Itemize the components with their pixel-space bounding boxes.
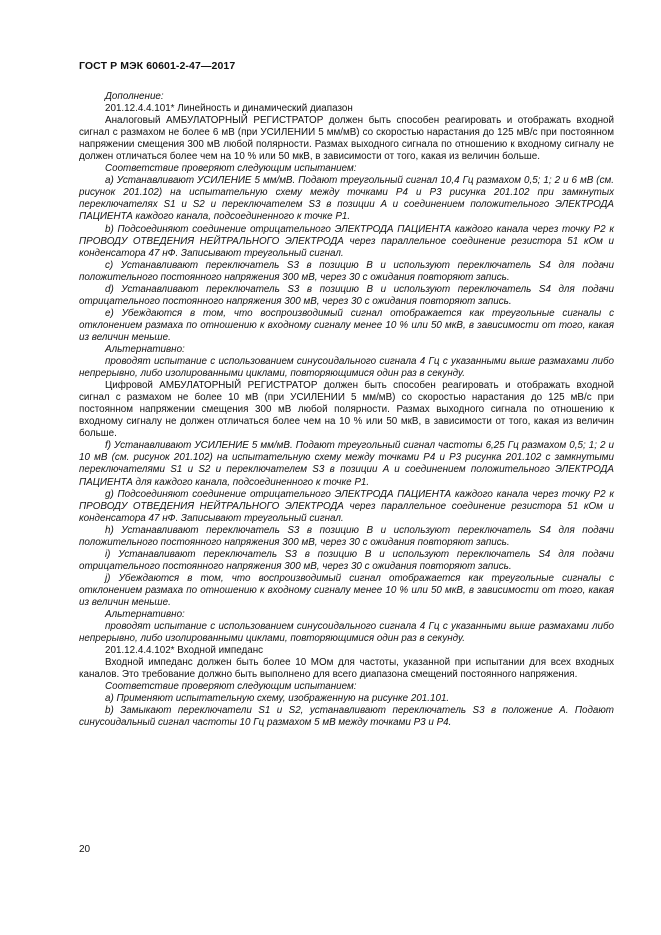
page-number: 20: [79, 844, 91, 855]
list-item: d) Устанавливают переключатель S3 в позицию B и используют переключатель S4 для подачи отрицательного постоянного напряжения 300 мВ, через 30 с ожидания повторяют запись.: [79, 283, 614, 307]
list-item: f) Устанавливают УСИЛЕНИЕ 5 мм/мВ. Подают треугольный сигнал частоты 6,25 Гц размахом 0,5; 1; 2 и 10 мВ (см. рисунок 201.102) на испытательную схему между точками P4 и P3 рисунка 201.102 с замкнутыми переключателями S1 и S2 и переключателем S3 в позиции A и соединением положительного ЭЛЕКТРОДА ПАЦИЕНТА для каждого канала, подсоединенного к точке P1.: [79, 440, 614, 488]
paragraph: проводят испытание с использованием синусоидального сигнала 4 Гц с указанными выше размахами либо непрерывно, либо изолированными циклами, повторяющимися один раз в секунду.: [79, 356, 614, 380]
list-item: c) Устанавливают переключатель S3 в позицию B и используют переключатель S4 для подачи положительного постоянного напряжения 300 мВ, через 30 с ожидания повторяют запись.: [79, 259, 614, 283]
standard-header: ГОСТ Р МЭК 60601-2-47—2017: [79, 60, 236, 72]
list-item: b) Замыкают переключатели S1 и S2, устанавливают переключатель S3 в положение A. Подают синусоидальный сигнал частоты 10 Гц размахом 5 мВ между точками P3 и P4.: [79, 705, 614, 729]
paragraph: Дополнение:: [105, 91, 164, 102]
list-item: g) Подсоединяют соединение отрицательного ЭЛЕКТРОДА ПАЦИЕНТА каждого канала через точку P2 к ПРОВОДУ ОТВЕДЕНИЯ НЕЙТРАЛЬНОГО ЭЛЕКТРОДА через параллельное соединение резистора 51 кОм и конденсатора 47 нФ. Записывают треугольный сигнал.: [79, 488, 614, 524]
list-item: j) Убеждаются в том, что воспроизводимый сигнал отображается как треугольные сигналы с отклонением размаха по отношению к входному сигналу менее 10 % или 50 мкВ, в зависимости от того, какая из величин меньше.: [79, 572, 614, 608]
section-heading: 201.12.4.4.101* Линейность и динамический диапазон: [105, 103, 353, 115]
paragraph: Цифровой АМБУЛАТОРНЫЙ РЕГИСТРАТОР должен быть способен реагировать и отображать входной сигнал с размахом не более 10 мВ (при УСИЛЕНИИ 5 мм/мВ) со скоростью нарастания до 125 мВ/с при постоянном напряжении смещения 300 мВ любой полярности. Размах выходного сигнала по отношению к входному сигналу не должен отличаться более чем на 10 % или 50 мкВ, в зависимости от того, какая из величин больше.: [79, 380, 614, 440]
list-item: h) Устанавливают переключатель S3 в позицию B и используют переключатель S4 для подачи положительного постоянного напряжения 300 мВ, через 30 с ожидания повторяют запись.: [79, 524, 614, 548]
paragraph: Альтернативно:: [105, 343, 185, 355]
list-item: e) Убеждаются в том, что воспроизводимый сигнал отображается как треугольные сигналы с отклонением размаха по отношению к входному сигналу менее 10 % или 50 мкВ, в зависимости от того, какая из величин меньше.: [79, 307, 614, 343]
paragraph: Аналоговый АМБУЛАТОРНЫЙ РЕГИСТРАТОР должен быть способен реагировать и отображать входной сигнал с размахом не более 6 мВ (при УСИЛЕНИИ 5 мм/мВ) со скоростью нарастания до 125 мВ/с при постоянном напряжении смещения 300 мВ любой полярности. Размах выходного сигнала по отношению к входному сигналу не должен отличаться более чем на 10 % или 50 мкВ, в зависимости от того, какая из величин больше.: [79, 115, 614, 163]
document-body: [79, 91, 614, 729]
paragraph: Входной импеданс должен быть более 10 МОм для частоты, указанной при испытании для всех входных каналов. Это требование должно быть выполнено для всего диапазона смещений постоянного напряжения.: [79, 657, 614, 681]
paragraph: Альтернативно:: [105, 609, 185, 621]
paragraph: Соответствие проверяют следующим испытанием:: [105, 163, 357, 175]
section-heading: 201.12.4.4.102* Входной импеданс: [105, 645, 264, 657]
list-item: i) Устанавливают переключатель S3 в позицию B и используют переключатель S4 для подачи отрицательного постоянного напряжения 300 мВ, через 30 с ожидания повторяют запись.: [79, 548, 614, 572]
list-item: a) Устанавливают УСИЛЕНИЕ 5 мм/мВ. Подают треугольный сигнал 10,4 Гц размахом 0,5; 1; 2 и 6 мВ (см. рисунок 201.102) на испытательную схему между точками P4 и P3 рисунка 201.102 при замкнутых переключателях S1 и S2 и переключателем S3 в позиции A и соединением положительного ЭЛЕКТРОДА ПАЦИЕНТА каждого канала, подсоединенного к точке P1.: [79, 175, 614, 223]
list-item: b) Подсоединяют соединение отрицательного ЭЛЕКТРОДА ПАЦИЕНТА каждого канала через точку P2 к ПРОВОДУ ОТВЕДЕНИЯ НЕЙТРАЛЬНОГО ЭЛЕКТРОДА через параллельное соединение резистора 51 кОм и конденсатора 47 нФ. Записывают треугольный сигнал.: [79, 223, 614, 259]
paragraph: проводят испытание с использованием синусоидального сигнала 4 Гц с указанными выше размахами либо непрерывно, либо изолированными циклами, повторяющимися один раз в секунду.: [79, 621, 614, 645]
paragraph: Соответствие проверяют следующим испытанием:: [105, 681, 357, 693]
list-item: a) Применяют испытательную схему, изображенную на рисунке 201.101.: [105, 693, 450, 705]
